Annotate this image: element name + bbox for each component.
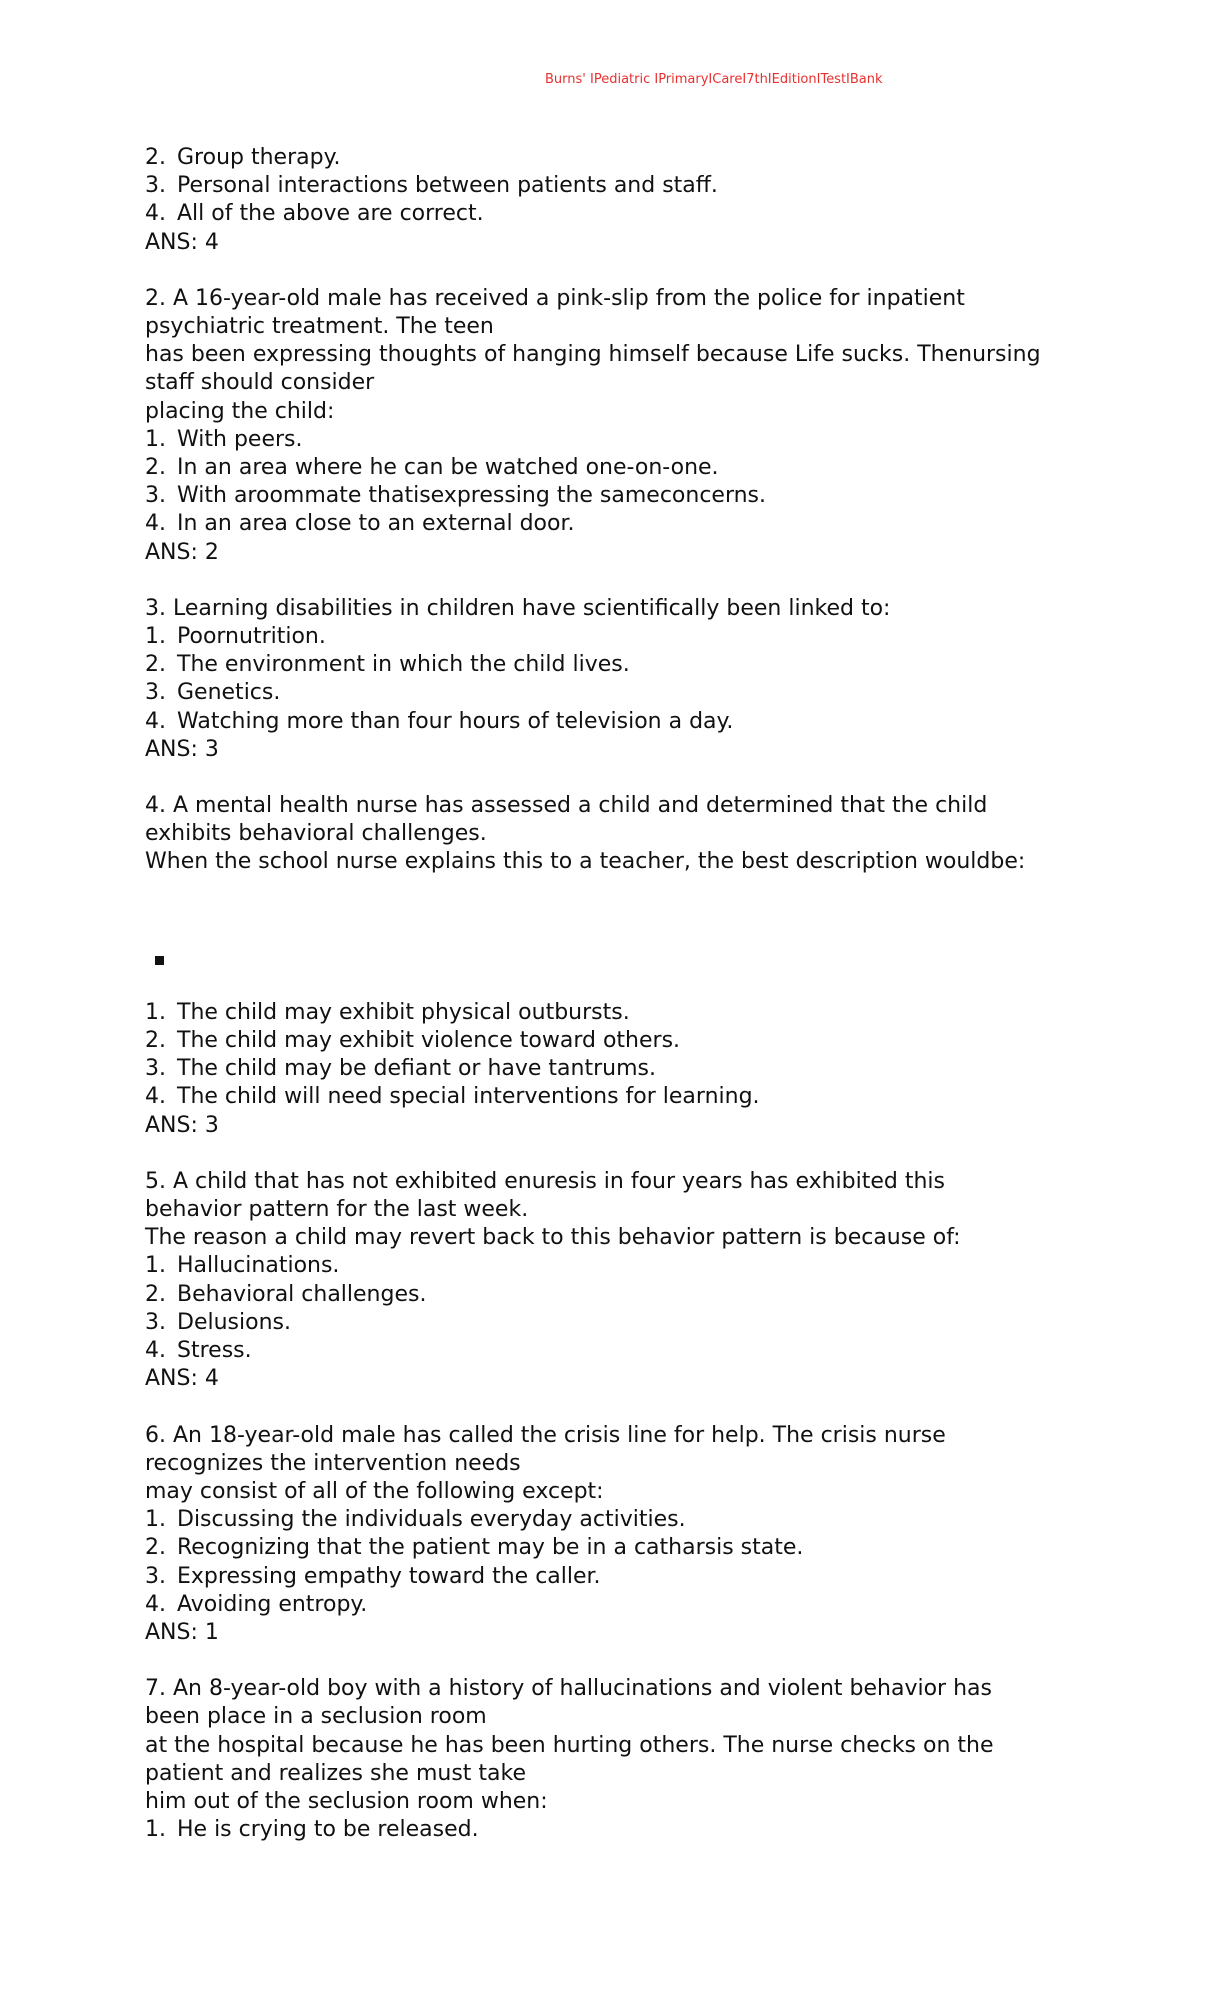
question-text: at the hospital because he has been hurting others. The nurse checks on the [145,1732,994,1758]
option-number: 2. [145,1281,166,1307]
answer-option [145,454,1105,482]
answer-key: ANS: 3 [145,1112,219,1138]
option-text: Hallucinations. [177,1253,340,1279]
answer-option [145,482,1105,510]
option-text: Behavioral challenges. [177,1281,427,1307]
answer-option [145,999,1105,1027]
option-text: Recognizing that the patient may be in a catharsis state. [177,1535,804,1561]
option-number: 3. [145,1309,166,1335]
question-text: When the school nurse explains this to a teacher, the best description wouldbe: [145,849,1026,875]
question-block-6 [145,1422,1105,1648]
answer-option [145,1252,1105,1280]
question-block-5 [145,1168,1105,1394]
question-text: The reason a child may revert back to this behavior pattern is because of: [145,1225,961,1251]
option-number: 4. [145,511,166,537]
option-number: 1. [145,1253,166,1279]
option-text: The child will need special interventions for learning. [177,1084,760,1110]
option-number: 2. [145,145,166,170]
option-text: Genetics. [177,680,281,706]
option-text: The child may exhibit physical outbursts. [177,999,630,1025]
option-text: Avoiding entropy. [177,1591,368,1617]
answer-option [145,1027,1105,1055]
option-number: 1. [145,426,166,452]
option-number: 2. [145,455,166,481]
answer-option [145,1281,1105,1309]
question-block-7 [145,1675,1105,1844]
question-text: staff should consider [145,370,375,396]
answer-option [145,1506,1105,1534]
question-text: 4. A mental health nurse has assessed a child and determined that the child [145,793,988,819]
option-text: The child may be defiant or have tantrums. [177,1056,656,1082]
option-number: 1. [145,1507,166,1533]
question-text: psychiatric treatment. The teen [145,314,494,340]
option-number: 3. [145,483,166,509]
answer-option [145,426,1105,454]
question-text: behavior pattern for the last week. [145,1197,529,1223]
option-number: 1. [145,999,166,1025]
option-number: 2. [145,1535,166,1561]
option-text: Group therapy. [177,145,341,170]
answer-option [145,200,1105,228]
option-text: The child may exhibit violence toward others. [177,1028,681,1054]
answer-option [145,623,1105,651]
answer-key: ANS: 2 [145,539,219,565]
question-block-intro [145,144,1105,257]
answer-option [145,1083,1105,1111]
option-number: 4. [145,1084,166,1110]
option-number: 3. [145,173,166,199]
option-number: 4. [145,1591,166,1617]
option-text: In an area where he can be watched one-on-one. [177,455,719,481]
question-text: 2. A 16-year-old male has received a pink-slip from the police for inpatient [145,285,965,311]
question-text: patient and realizes she must take [145,1760,526,1786]
option-text: Personal interactions between patients and staff. [177,173,718,199]
answer-option [145,510,1105,538]
answer-key: ANS: 3 [145,736,219,762]
option-text: Discussing the individuals everyday activities. [177,1507,686,1533]
question-text: 6. An 18-year-old male has called the crisis line for help. The crisis nurse [145,1422,946,1448]
question-text: 5. A child that has not exhibited enuresis in four years has exhibited this [145,1168,946,1194]
option-number: 4. [145,201,166,227]
option-text: Poornutrition. [177,624,326,650]
question-text: may consist of all of the following except: [145,1478,604,1504]
square-bullet-icon [155,956,164,965]
option-text: All of the above are correct. [177,201,484,227]
question-text: him out of the seclusion room when: [145,1788,548,1814]
option-number: 1. [145,624,166,650]
answer-option [145,679,1105,707]
answer-option [145,1816,1105,1844]
option-number: 3. [145,1056,166,1082]
question-block-2 [145,285,1105,567]
option-text: In an area close to an external door. [177,511,575,537]
option-text: Expressing empathy toward the caller. [177,1563,601,1589]
question-text: recognizes the intervention needs [145,1450,521,1476]
option-number: 3. [145,1563,166,1589]
question-text: 3. Learning disabilities in children have scientifically been linked to: [145,595,891,621]
answer-option [145,1563,1105,1591]
question-text: has been expressing thoughts of hanging himself because Life sucks. Thenursing [145,342,1041,368]
option-number: 2. [145,652,166,678]
option-text: Delusions. [177,1309,291,1335]
option-number: 4. [145,1338,166,1364]
question-block-4 [145,792,1105,1140]
answer-option [145,708,1105,736]
answer-option [145,1591,1105,1619]
answer-option [145,1055,1105,1083]
option-text: The environment in which the child lives. [177,652,630,678]
answer-option [145,144,1105,172]
question-text: placing the child: [145,398,335,424]
answer-option [145,1534,1105,1562]
answer-key: ANS: 4 [145,1366,219,1392]
answer-key: ANS: 1 [145,1619,219,1645]
option-number: 3. [145,680,166,706]
question-text: 7. An 8-year-old boy with a history of hallucinations and violent behavior has [145,1676,992,1702]
question-text: exhibits behavioral challenges. [145,821,487,847]
option-number: 2. [145,1028,166,1054]
answer-key: ANS: 4 [145,229,219,255]
option-text: Watching more than four hours of television a day. [177,708,734,734]
answer-option [145,651,1105,679]
answer-option [145,1337,1105,1365]
option-text: Stress. [177,1338,252,1364]
document-header: Burns' IPediatric IPrimaryICareI7thIEditionITestIBank [545,72,883,87]
answer-option [145,1309,1105,1337]
option-text: With peers. [177,426,303,452]
option-text: With aroommate thatisexpressing the sameconcerns. [177,483,767,509]
document-body [145,144,1105,1844]
option-text: He is crying to be released. [177,1817,479,1843]
option-number: 4. [145,708,166,734]
question-text: been place in a seclusion room [145,1704,487,1730]
answer-option [145,172,1105,200]
question-block-3 [145,595,1105,764]
list-bullet [145,947,1105,975]
option-number: 1. [145,1817,166,1843]
